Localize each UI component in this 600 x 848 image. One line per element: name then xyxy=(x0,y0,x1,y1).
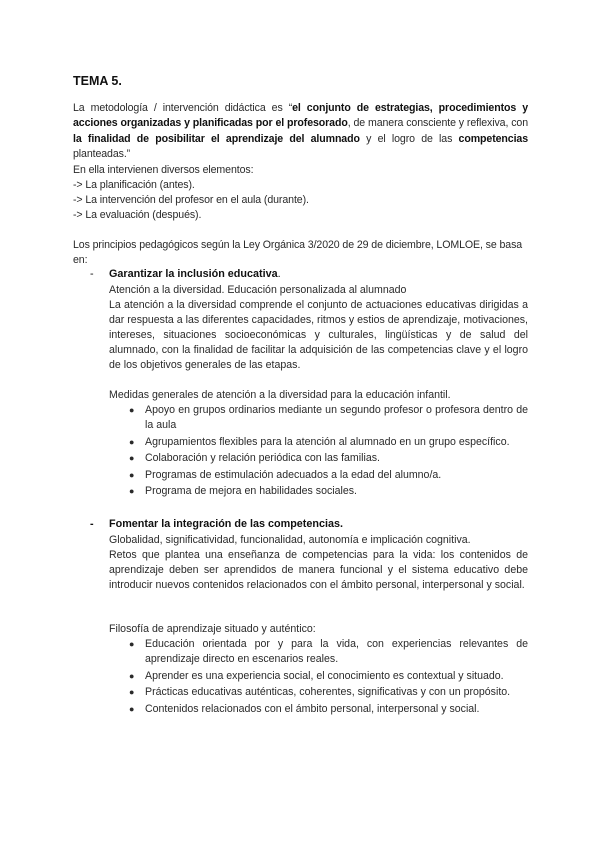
list-item xyxy=(127,435,528,450)
text-run: , de manera consciente y reflexiva, con xyxy=(347,117,528,130)
list-item xyxy=(127,669,528,684)
list-item xyxy=(127,637,528,667)
section-2-title: Fomentar la integración de las competencias. xyxy=(109,518,344,530)
section-1-subtitle: Atención a la diversidad. Educación personalizada al alumnado xyxy=(109,284,407,296)
list-item xyxy=(127,685,528,700)
bold-run: el conjunto de estrategias, procedimientos y acciones organizadas y planificadas por el profesorado xyxy=(73,102,528,130)
list-item-text: Colaboración y relación periódica con las familias. xyxy=(145,452,380,465)
section-2-subtitle: Globalidad, significatividad, funcionalidad, autonomía e implicación cognitiva. xyxy=(109,534,471,546)
bullet-icon: ● xyxy=(129,453,135,464)
bullet-icon: ● xyxy=(129,405,135,415)
bullet-icon: ● xyxy=(129,687,135,698)
bold-run: competencias xyxy=(458,132,529,145)
page-title: TEMA 5. xyxy=(73,74,122,88)
principles-intro: Los principios pedagógicos según la Ley Orgánica 3/2020 de 29 de diciembre, LOMLOE, se basa en: xyxy=(73,239,523,267)
intro-planning: -> La planificación (antes). xyxy=(73,179,195,191)
list-item-text: Apoyo en grupos ordinarios mediante un segundo profesor o profesora dentro de la aula xyxy=(145,404,528,431)
bold-run: la finalidad de posibilitar el aprendizaje del alumnado xyxy=(73,132,360,145)
list-item xyxy=(127,403,528,433)
list-item xyxy=(127,702,528,717)
list-item-text: Aprender es una experiencia social, el conocimiento es contextual y situado. xyxy=(145,669,504,682)
list-item xyxy=(127,468,528,483)
bullet-icon: ● xyxy=(129,639,135,649)
list-item-text: Programa de mejora en habilidades sociales. xyxy=(145,485,357,498)
list-item-text: Agrupamientos flexibles para la atención al alumnado en un grupo específico. xyxy=(145,435,510,448)
philosophy-title: Filosofía de aprendizaje situado y auténtico: xyxy=(109,623,316,635)
measures-title: Medidas generales de atención a la diversidad para la educación infantil. xyxy=(109,389,451,401)
intro-intervention: -> La intervención del profesor en el aula (durante). xyxy=(73,194,309,206)
text-run: planteadas.” xyxy=(73,147,131,160)
section-2-heading xyxy=(90,518,343,530)
section-1-body: La atención a la diversidad comprende el conjunto de actuaciones educativas dirigidas a dar respuesta a las diferentes capacidades, ritmos y estios de aprendizaje, motivaciones, intereses, situaciones socioeconómicas y culturales, lingüísticas y de salud del alumnado, con la finalidad de facilitar la adquisición de las competencias clave y el logro de los objetivos generales de las etapas. xyxy=(109,299,528,372)
section-1-heading xyxy=(90,268,281,280)
list-item xyxy=(127,484,528,499)
text-run: La metodología / intervención didáctica es “ xyxy=(73,102,293,114)
intro-elements-line: En ella intervienen diversos elementos: xyxy=(73,164,254,176)
bullet-icon: ● xyxy=(129,486,135,497)
text-run: y el logro de las xyxy=(359,132,459,145)
bullet-icon: ● xyxy=(129,436,135,447)
list-item-text: Programas de estimulación adecuados a la edad del alumno/a. xyxy=(145,468,442,481)
bullet-icon: ● xyxy=(129,469,135,480)
bullet-icon: ● xyxy=(129,703,135,714)
intro-evaluation: -> La evaluación (después). xyxy=(73,209,202,221)
bullet-icon: ● xyxy=(129,670,135,681)
measures-list xyxy=(127,403,528,501)
section-1-title: Garantizar la inclusión educativa xyxy=(109,268,278,280)
list-item xyxy=(127,451,528,466)
dash-marker: - xyxy=(90,518,94,530)
section-2-body: Retos que plantea una enseñanza de competencias para la vida: los contenidos de aprendizaje deben ser aprendidos de manera funcional y el sistema educativo debe introducir nuevos contenidos relacionados con el ámbito personal, interpersonal y social. xyxy=(109,549,528,592)
title-period: . xyxy=(277,268,281,280)
list-item-text: Prácticas educativas auténticas, coherentes, significativas y con un propósito. xyxy=(145,686,511,699)
list-item-text: Contenidos relacionados con el ámbito personal, interpersonal y social. xyxy=(145,702,480,715)
dash-marker: - xyxy=(90,268,94,280)
philosophy-list xyxy=(127,637,528,718)
intro-definition xyxy=(73,101,528,162)
list-item-text: Educación orientada por y para la vida, con experiencias relevantes de aprendizaje directo en escenarios reales. xyxy=(145,638,528,665)
